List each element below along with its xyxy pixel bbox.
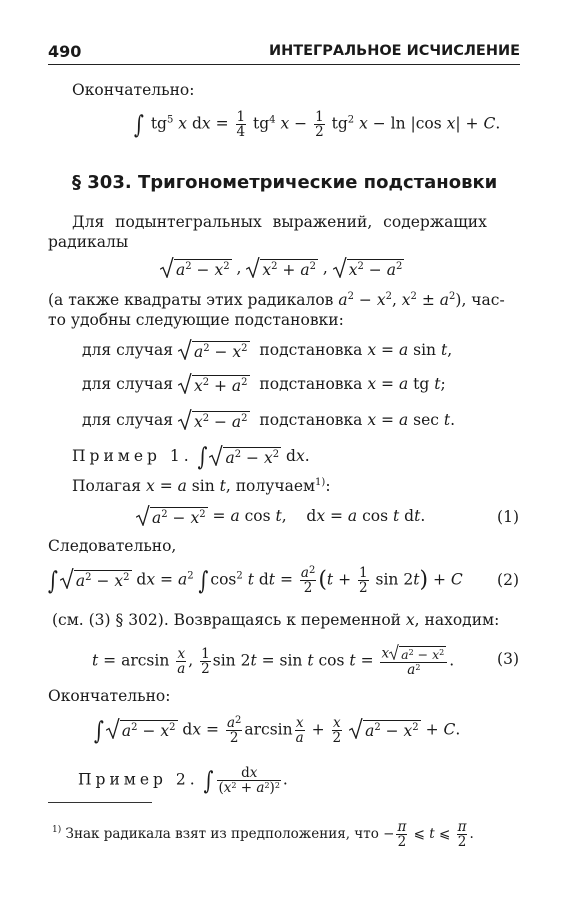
paragraph-consequently: Следовательно, (48, 537, 177, 555)
case-1: для случая $a^2 - x^2$ подстановка x = a sin t, (82, 340, 452, 362)
example-2: Пример 2. ∫ $\frac{dx}{(x^2 + a^2)^2}$ . (78, 765, 288, 796)
subst-word: подстановка (259, 411, 363, 429)
page-header (48, 40, 520, 65)
formula-radicals-list: $a^2 - x^2$ , $x^2 + a^2$ , $x^2 - a^2$ (160, 258, 404, 280)
paragraph-also-squares-line2: то удобны следующие подстановки: (48, 311, 344, 329)
case-word: для случая (82, 341, 174, 359)
intro-line-1: Для подынтегральных выражений, содержащих (72, 213, 487, 231)
paragraph-finally-2: Окончательно: (48, 687, 171, 705)
example-1-label: Пример 1. (72, 447, 193, 465)
subst-word: подстановка (259, 375, 363, 393)
running-title: ИНТЕГРАЛЬНОЕ ИСЧИСЛЕНИЕ (268, 43, 520, 59)
section-title: § 303. Тригонометрические подстановки (72, 172, 498, 193)
also-squares-part-b: ), час- (455, 291, 505, 309)
example-1: Пример 1. ∫ $a^2 - x^2$ dx. (72, 442, 310, 472)
case-word: для случая (82, 411, 174, 429)
case-word: для случая (82, 375, 174, 393)
case-2: для случая $x^2 + a^2$ подстановка x = a tg t; (82, 374, 446, 396)
equation-number-2: (2) (497, 571, 519, 589)
see-ref-part-b: , находим: (414, 611, 500, 629)
equation-number-1: (1) (497, 508, 519, 526)
footnote-mark: 1) (52, 825, 62, 835)
example-2-label: Пример 2. (78, 770, 199, 789)
paragraph-see-ref: (см. (3) § 302). Возвращаясь к переменной x, находим: (52, 611, 500, 629)
footnote: $^{1)}$ Знак радикала взят из предположения, что − $\frac{\pi}{2}$ ⩽ t ⩽ $\frac{\pi}{2}$ . (52, 819, 474, 850)
formula-tg5-result: ∫ $tg^5$ x dx = $\frac{1}{4}$ $tg^4$ x − $\frac{1}{2}$ $tg^2$ x − ln |cos x| + C. (134, 109, 501, 140)
paragraph-finally-1: Окончательно: (72, 81, 195, 99)
footnote-rule (48, 802, 152, 803)
formula-final-result: ∫ $a^2 - x^2$ dx = $\frac{a^2}{2}$ arcsin $\frac{x}{a}$ + $\frac{x}{2}$ $a^2 - x^2 + C$. (94, 715, 461, 746)
also-squares-part-a: (а также квадраты этих радикалов (48, 291, 339, 309)
paragraph-setting: Полагая x = a sin t, получаем$^{1)}$: (72, 477, 331, 495)
intro-line-2: радикалы (48, 233, 129, 251)
case-3: для случая $x^2 - a^2$ подстановка x = a sec t. (82, 410, 455, 432)
footnote-text: Знак радикала взят из предположения, что (65, 826, 379, 842)
setting-part-b: , получаем (225, 477, 316, 495)
formula-eq-3: t = arcsin $\frac{x}{a}$ , $\frac{1}{2}$ sin 2t = sin t cos t = x $a^2 - x^2$ $a^2$ . (92, 645, 455, 678)
subst-word: подстановка (259, 341, 363, 359)
see-ref-part-a: (см. (3) § 302). Возвращаясь к переменной (52, 611, 406, 629)
equation-number-3: (3) (497, 650, 519, 668)
setting-part-a: Полагая (72, 477, 147, 495)
paragraph-also-squares: (а также квадраты этих радикалов $a^2 - x^2$, $x^2 \pm a^2$), час- (48, 291, 505, 309)
formula-eq-2: ∫ $a^2 - x^2$ dx = $a^2$ ∫ $\cos^2 t$ dt = $\frac{a^2}{2}$ (t + $\frac{1}{2}$ sin 2t) + C (48, 565, 463, 596)
page-number: 490 (48, 42, 82, 61)
formula-eq-1: $a^2 - x^2 = a$ cos t, dx = a cos t dt. (136, 506, 425, 528)
